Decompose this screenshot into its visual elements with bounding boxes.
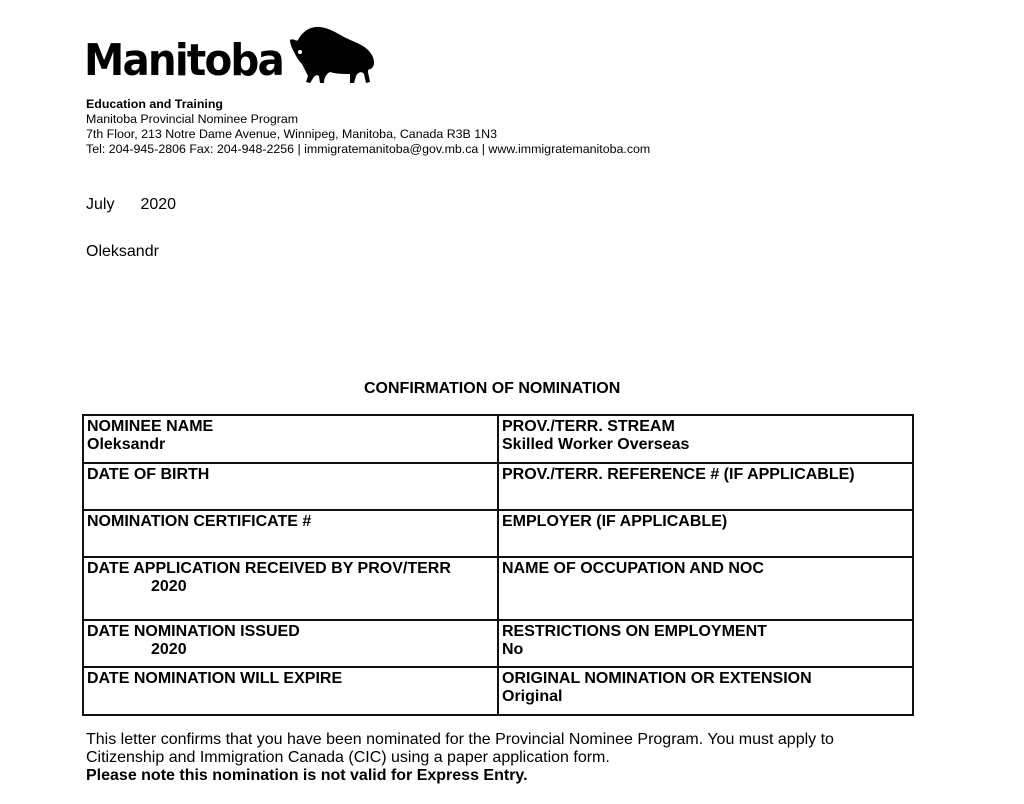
express-entry-note: Please note this nomination is not valid for Express Entry. <box>86 767 528 784</box>
table-row <box>83 557 913 620</box>
field-label: NOMINEE NAME <box>87 418 214 435</box>
office-address: 7th Floor, 213 Notre Dame Avenue, Winnipeg, Manitoba, Canada R3B 1N3 <box>86 127 497 141</box>
document-title: CONFIRMATION OF NOMINATION <box>364 380 621 397</box>
recipient-name: Oleksandr <box>86 243 159 260</box>
occupation-noc-cell <box>498 557 913 620</box>
stream-cell <box>498 415 913 463</box>
letterhead <box>86 97 650 157</box>
nomination-expiry-cell <box>83 667 498 715</box>
field-label: DATE NOMINATION ISSUED <box>87 623 300 640</box>
table-row <box>83 620 913 667</box>
field-value: 2020 <box>151 641 187 658</box>
logo-wordmark: Manitoba <box>84 35 284 86</box>
nomination-table <box>82 414 914 716</box>
bison-icon <box>286 24 378 86</box>
table-row <box>83 510 913 557</box>
field-value: Oleksandr <box>87 436 166 453</box>
date-month: July <box>86 196 115 213</box>
field-label: EMPLOYER (IF APPLICABLE) <box>502 513 728 530</box>
application-received-cell <box>83 557 498 620</box>
field-label: PROV./TERR. REFERENCE # (IF APPLICABLE) <box>502 466 855 483</box>
confirmation-statement <box>86 731 916 785</box>
field-value: Original <box>502 688 563 705</box>
letter-date <box>86 196 176 214</box>
date-of-birth-cell <box>83 463 498 510</box>
field-label: DATE OF BIRTH <box>87 466 210 483</box>
field-value: Skilled Worker Overseas <box>502 436 690 453</box>
field-label: DATE NOMINATION WILL EXPIRE <box>87 670 343 687</box>
field-value: No <box>502 641 524 658</box>
program-name: Manitoba Provincial Nominee Program <box>86 112 299 126</box>
employment-restrictions-cell <box>498 620 913 667</box>
certificate-number-cell <box>83 510 498 557</box>
field-label: ORIGINAL NOMINATION OR EXTENSION <box>502 670 812 687</box>
statement-body: This letter confirms that you have been nominated for the Provincial Nominee Program. You must apply to Citizenship and Immigration Canada (CIC) using a paper application form. <box>86 731 834 766</box>
field-label: NAME OF OCCUPATION AND NOC <box>502 560 764 577</box>
field-label: DATE APPLICATION RECEIVED BY PROV/TERR <box>87 560 451 577</box>
table-row <box>83 667 913 715</box>
nomination-issued-cell <box>83 620 498 667</box>
field-value: 2020 <box>151 578 187 595</box>
field-label: NOMINATION CERTIFICATE # <box>87 513 312 530</box>
nomination-type-cell <box>498 667 913 715</box>
reference-number-cell <box>498 463 913 510</box>
date-year: 2020 <box>140 196 177 213</box>
department-name: Education and Training <box>86 97 223 111</box>
field-label: RESTRICTIONS ON EMPLOYMENT <box>502 623 767 640</box>
employer-cell <box>498 510 913 557</box>
table-row <box>83 463 913 510</box>
contact-info: Tel: 204-945-2806 Fax: 204-948-2256 | immigratemanitoba@gov.mb.ca | www.immigratemanitoba.com <box>86 142 651 156</box>
nominee-name-cell <box>83 415 498 463</box>
table-row <box>83 415 913 463</box>
field-label: PROV./TERR. STREAM <box>502 418 675 435</box>
